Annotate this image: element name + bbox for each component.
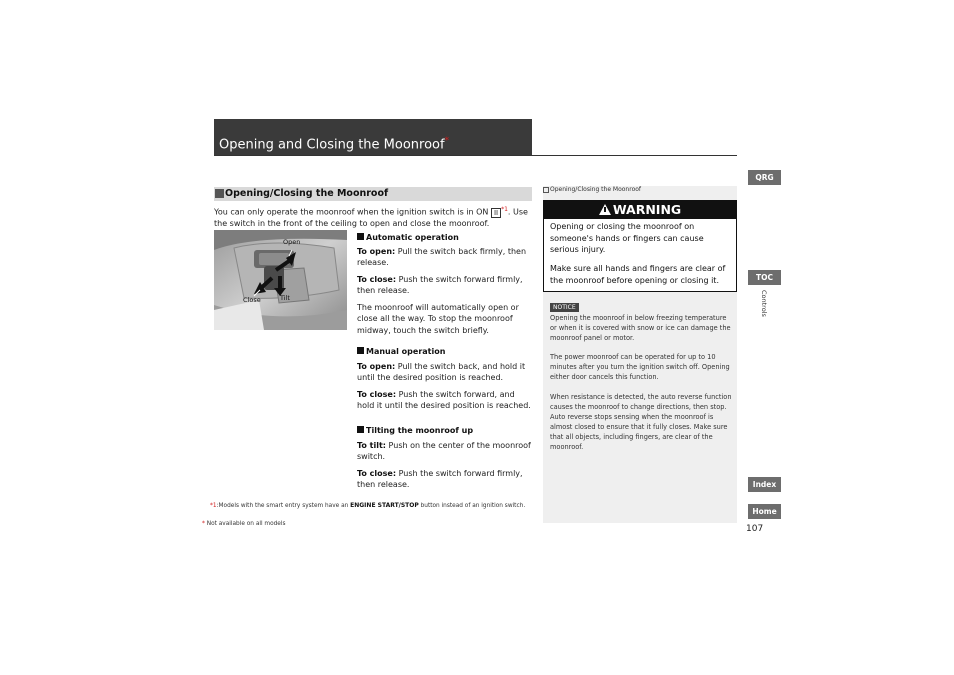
bullet-square-icon: [357, 347, 364, 354]
automatic-operation-title: Automatic operation: [366, 233, 459, 242]
moonroof-switch-illustration: [214, 230, 347, 330]
auto-open-desc: Pull the switch back firmly, then release.: [357, 247, 527, 268]
manual-open-text: [357, 361, 533, 384]
intro-text-1: You can only operate the moonroof when the ignition switch is in ON: [214, 207, 489, 217]
label-close: Close: [243, 296, 261, 304]
intro-text-2: . Use the switch in the front of the ceiling to open and close the moonroof.: [214, 207, 528, 229]
tilt-text: [357, 440, 533, 463]
warning-title: WARNING: [612, 202, 682, 217]
footnote-2-text: Not available on all models: [206, 521, 286, 527]
manual-operation-title: Manual operation: [366, 347, 446, 356]
info-text-1: The power moonroof can be operated for up to 10 minutes after you turn the ignition switch off. Opening either door cancels this function.: [550, 353, 730, 381]
section-tab-label: Controls: [760, 290, 768, 317]
intro-paragraph: [214, 204, 532, 229]
engine-start-stop-key: ENGINE START/STOP: [350, 502, 419, 509]
auto-note: The moonroof will automatically open or close all the way. To stop the moonroof midway, touch the switch briefly.: [357, 303, 519, 335]
tilting-heading: [357, 426, 533, 435]
toc-button[interactable]: TOC: [748, 270, 781, 285]
footnote-1-mark: *1: [210, 503, 217, 509]
section-heading: [214, 187, 532, 201]
footnote-2: [202, 521, 286, 527]
automatic-operation-heading: [357, 233, 533, 242]
warning-text-1: Opening or closing the moonroof on someone's hands or fingers can cause serious injury.: [550, 222, 704, 254]
auto-open-text: [357, 246, 533, 269]
manual-close-desc: Push the switch forward, and hold it until the desired position is reached.: [357, 390, 531, 411]
moonroof-switch-photo: [214, 230, 347, 330]
index-button[interactable]: Index: [748, 477, 781, 492]
tilting-title: Tilting the moonroof up: [366, 426, 474, 435]
tilt-label: To tilt:: [357, 441, 387, 450]
home-button[interactable]: Home: [748, 504, 781, 519]
page-title: [219, 136, 449, 152]
warning-text-2: Make sure all hands and fingers are clear of the moonroof before opening or closing it.: [550, 264, 726, 285]
auto-close-label: To close:: [357, 275, 397, 284]
title-divider: [214, 155, 737, 156]
sidebar-ref-text: Opening/Closing the Moonroof: [550, 186, 642, 193]
auto-close-text: [357, 274, 533, 297]
auto-close-desc: Push the switch forward firmly, then release.: [357, 275, 523, 296]
reference-box-icon: [543, 187, 549, 193]
bullet-square-icon: [357, 233, 364, 240]
footnote-2-mark: *: [202, 521, 205, 527]
tilt-close-desc: Push the switch forward firmly, then release.: [357, 469, 523, 490]
notice-badge: NOTICE: [550, 303, 579, 312]
footnote-1-text-a: :Models with the smart entry system have an: [216, 503, 349, 509]
manual-open-desc: Pull the switch back, and hold it until the desired position is reached.: [357, 362, 526, 383]
footnote-1: [210, 502, 525, 509]
label-tilt: Tilt: [280, 294, 290, 302]
manual-close-text: [357, 389, 533, 412]
ignition-switch-symbol: II: [491, 208, 501, 218]
section-title: Opening/Closing the Moonroof: [225, 188, 389, 199]
manual-operation-heading: [357, 347, 533, 356]
auto-open-label: To open:: [357, 247, 396, 256]
bullet-square-icon: [357, 426, 364, 433]
warning-box: [543, 200, 737, 292]
tilt-desc: Push on the center of the moonroof switch.: [357, 441, 531, 462]
footnote-ref[interactable]: *1: [501, 206, 508, 213]
page-title-text: Opening and Closing the Moonroof: [219, 137, 445, 153]
warning-triangle-icon: [599, 204, 611, 215]
page-number: 107: [746, 524, 764, 534]
sidebar-ref-title: [543, 186, 641, 193]
label-open: Open: [283, 238, 301, 246]
title-asterisk: *: [444, 136, 450, 146]
section-square-icon: [215, 189, 224, 198]
info-text-2: When resistance is detected, the auto reverse function causes the moonroof to change directions, then stop. Auto reverse stops sensing when the moonroof is almost closed to ensure that it fully closes. Make sure that all objects, including fingers, are clear of the moonroof.: [550, 393, 732, 451]
qrg-button[interactable]: QRG: [748, 170, 781, 185]
tilt-close-label: To close:: [357, 469, 397, 478]
tilt-close-text: [357, 468, 533, 491]
footnote-1-text-b: button instead of an ignition switch.: [420, 503, 526, 509]
manual-open-label: To open:: [357, 362, 396, 371]
warning-header: [544, 201, 736, 219]
manual-close-label: To close:: [357, 390, 397, 399]
notice-text: Opening the moonroof in below freezing temperature or when it is covered with snow or ice can damage the moonroof panel or motor.: [550, 314, 731, 342]
